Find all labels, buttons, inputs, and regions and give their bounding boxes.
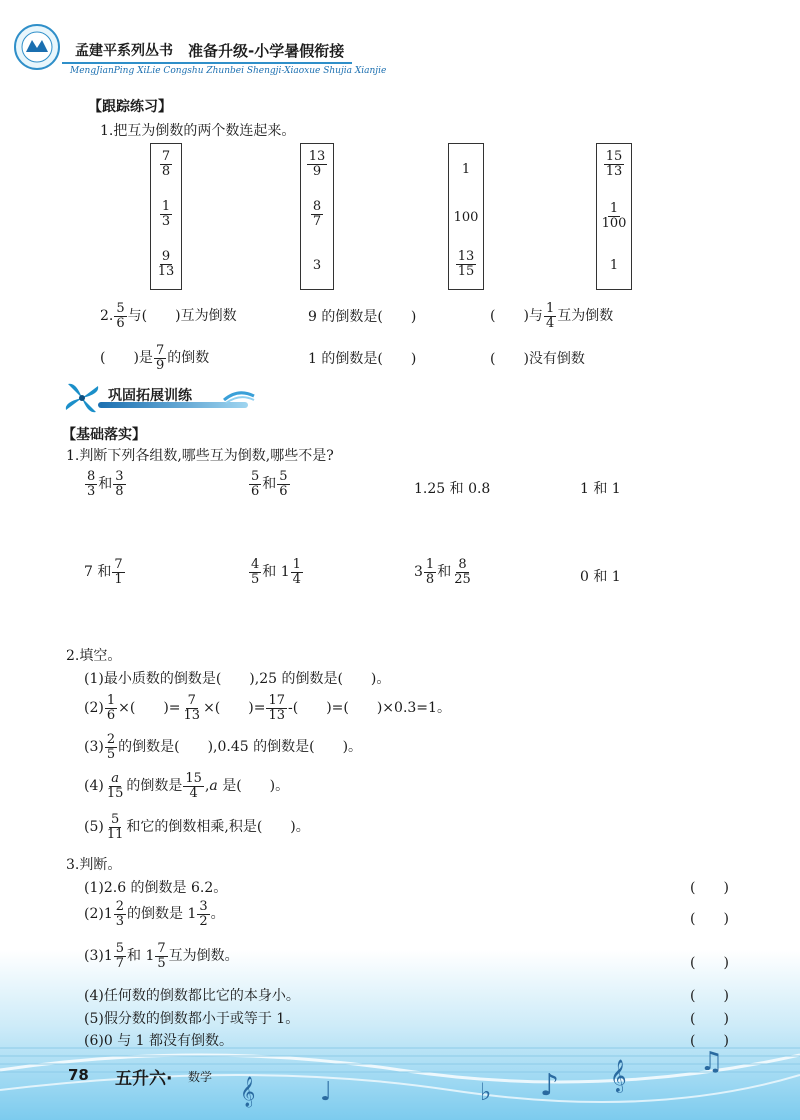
pair-1: $\frac{8}{3}$ 和 $\frac{3}{8}$ (87, 469, 124, 499)
basic-question-3: 3.判断。 (66, 857, 122, 873)
wave-swoosh-icon (222, 388, 256, 404)
track-q2-b: 9 的倒数是( ) (308, 309, 417, 325)
fill-1: (1)最小质数的倒数是( ),25 的倒数是( )。 (84, 671, 391, 687)
judge-3-answer[interactable]: ( ) (690, 955, 729, 971)
basic-question-1: 1.判断下列各组数,哪些互为倒数,哪些不是? (66, 448, 334, 464)
judge-5-answer[interactable]: ( ) (690, 1011, 729, 1027)
judge-2: (2)1 $\frac{2}{3}$ 的倒数是 1 $\frac{3}{2}$ 。 (84, 899, 225, 929)
pair-5: 7 和 $\frac{7}{1}$ (84, 557, 123, 587)
pair-6: $\frac{4}{5}$ 和 1 $\frac{1}{4}$ (251, 557, 301, 587)
pair-7: 3 $\frac{1}{8}$ 和 $\frac{8}{25}$ (414, 557, 471, 587)
svg-text:𝄞: 𝄞 (610, 1059, 627, 1092)
svg-text:♩: ♩ (320, 1077, 333, 1107)
track-q2-e: 1 的倒数是( ) (308, 351, 417, 367)
series-name: 孟建平系列丛书 (75, 43, 173, 59)
svg-text:♭: ♭ (480, 1078, 492, 1106)
basic-question-2: 2.填空。 (66, 648, 122, 664)
track-q2-a: 2. $\frac{5}{6}$ 与( )互为倒数 (100, 301, 237, 331)
judge-4-answer[interactable]: ( ) (690, 988, 729, 1004)
page-number: 78 (68, 1066, 89, 1084)
pair-8: 0 和 1 (580, 569, 621, 585)
logo-icon (12, 22, 62, 72)
music-note-icon: ♪ (540, 1068, 560, 1103)
number-box-4: $\frac{15}{13}$ $\frac{1}{100}$ 1 (596, 143, 632, 290)
number-box-1: $\frac{7}{8}$ $\frac{1}{3}$ $\frac{9}{13}$ (150, 143, 182, 290)
fill-2: (2) $\frac{1}{6}$ ×( )= $\frac{7}{13}$ ×( )= $\frac{17}{13}$ -( )=( )×0.3=1。 (84, 693, 451, 723)
pair-2: $\frac{5}{6}$ 和 $\frac{5}{6}$ (251, 469, 288, 499)
track-heading: 【跟踪练习】 (88, 99, 172, 115)
pair-3: 1.25 和 0.8 (414, 481, 491, 497)
fill-4: (4) $\frac{a}{15}$ 的倒数是 $\frac{15}{4}$ ,a 是( )。 (84, 771, 290, 801)
section-title: 巩固拓展训练 (108, 388, 192, 404)
fill-5: (5) $\frac{5}{11}$ 和它的倒数相乘,积是( )。 (84, 812, 310, 842)
track-q2-f: ( )没有倒数 (490, 351, 585, 367)
footer-subject: 数学 (188, 1070, 213, 1084)
header-subtitle: MengJianPing XiLie Congshu Zhunbei Shengji-Xiaoxue Shujia Xianjie (70, 66, 387, 76)
number-box-3: 1 100 $\frac{13}{15}$ (448, 143, 484, 290)
svg-text:𝄞: 𝄞 (240, 1077, 256, 1107)
fill-3: (3) $\frac{2}{5}$ 的倒数是( ),0.45 的倒数是( )。 (84, 732, 363, 762)
pair-4: 1 和 1 (580, 481, 621, 497)
judge-4: (4)任何数的倒数都比它的本身小。 (84, 988, 300, 1004)
track-question-1: 1.把互为倒数的两个数连起来。 (100, 123, 296, 139)
footer-grade: 五升六· (115, 1069, 173, 1089)
judge-1-answer[interactable]: ( ) (690, 880, 729, 896)
judge-6: (6)0 与 1 都没有倒数。 (84, 1033, 233, 1049)
svg-text:♫: ♫ (700, 1047, 724, 1077)
number-box-2: $\frac{13}{9}$ $\frac{8}{7}$ 3 (300, 143, 334, 290)
header-rule (62, 62, 352, 64)
pinwheel-icon (62, 380, 102, 416)
track-q2-c: ( )与 $\frac{1}{4}$ 互为倒数 (490, 301, 614, 331)
basic-heading: 【基础落实】 (62, 427, 146, 443)
judge-5: (5)假分数的倒数都小于或等于 1。 (84, 1011, 300, 1027)
judge-3: (3)1 $\frac{5}{7}$ 和 1 $\frac{7}{5}$ 互为倒数。 (84, 941, 239, 971)
judge-2-answer[interactable]: ( ) (690, 911, 729, 927)
track-q2-d: ( )是 $\frac{7}{9}$ 的倒数 (100, 343, 210, 373)
book-title: 准备升级-小学暑假衔接 (188, 42, 345, 60)
judge-1: (1)2.6 的倒数是 6.2。 (84, 880, 228, 896)
judge-6-answer[interactable]: ( ) (690, 1033, 729, 1049)
